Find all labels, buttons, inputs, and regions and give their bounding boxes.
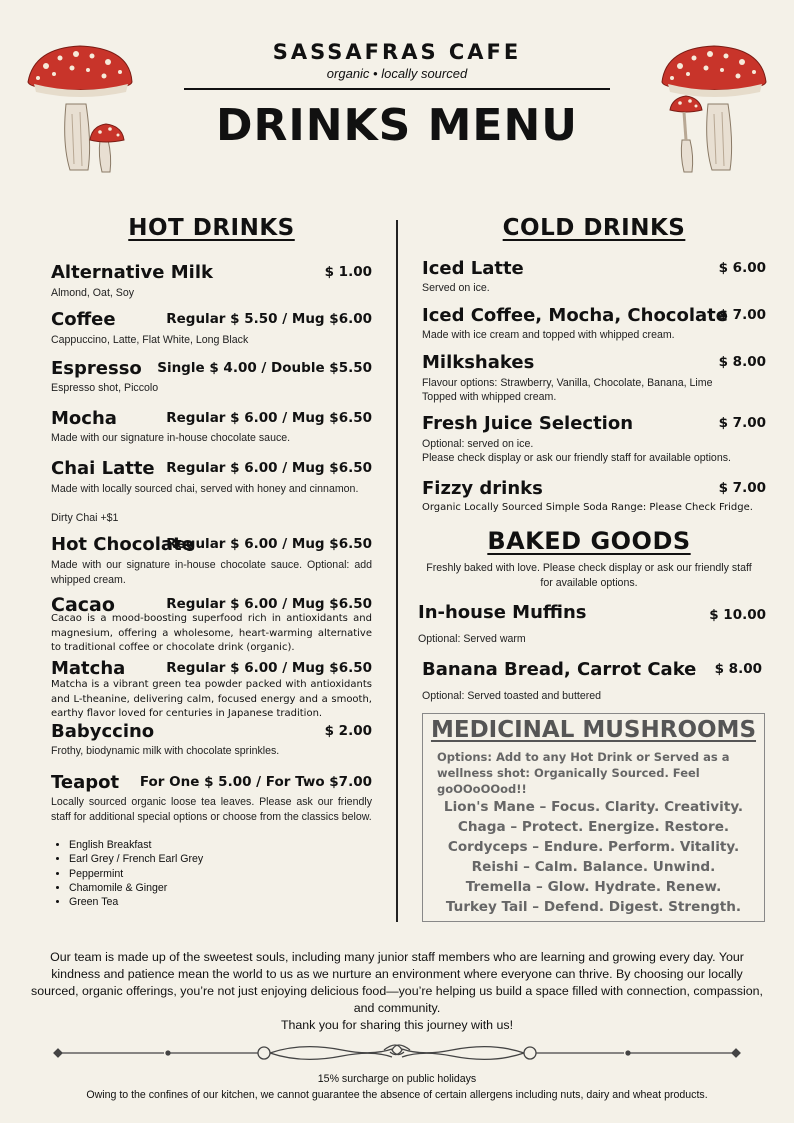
hot-drinks-heading: HOT DRINKS	[128, 215, 295, 241]
item-price: Regular $ 6.00 / Mug $6.50	[166, 410, 372, 426]
tea-option: • English Breakfast	[69, 838, 369, 852]
item-price: $ 8.00	[714, 661, 762, 677]
footer-thanks: Thank you for sharing this journey with us!	[280, 1018, 514, 1032]
item-name: Espresso	[51, 358, 142, 379]
footer-message	[30, 949, 764, 1034]
footer-paragraph: Our team is made up of the sweetest souls, including many junior staff members who are learning and growing every day. Your kindness and patience mean the world to us as we nurture an environment where everyone can thrive. By choosing our locally sourced, organic offerings, you’re not just enjoying delicious food—you’re helping us build a space filled with connection, compassion, and community.	[31, 950, 763, 1015]
menu-title: DRINKS MENU	[215, 100, 579, 151]
item-description: Matcha is a vibrant green tea powder packed with antioxidants and L-theanine, delivering calm, focused energy and a smooth, earthy flavor loved for centuries in Japanese tradition.	[51, 679, 372, 719]
item-description: Cacao is a mood-boosting superfood rich in antioxidants and magnesium, offering a wholesome, heart-warming alternative to traditional coffee or chocolate drink (organic).	[51, 613, 372, 653]
cafe-name: SASSAFRAS CAFE	[272, 40, 522, 64]
cafe-tagline: organic • locally sourced	[326, 66, 468, 81]
surcharge-notice: 15% surcharge on public holidays	[317, 1073, 477, 1085]
item-description: Made with our signature in-house chocolate sauce. Optional: add whipped cream.	[51, 559, 372, 586]
item-price: Regular $ 6.00 / Mug $6.50	[166, 536, 372, 552]
item-name: Matcha	[51, 658, 126, 679]
item-description: Almond, Oat, Soy	[51, 287, 135, 299]
mushroom-benefit: Turkey Tail – Defend. Digest. Strength.	[445, 899, 742, 915]
ornamental-divider	[52, 1042, 742, 1064]
item-price: $ 2.00	[324, 723, 372, 739]
item-price: Regular $ 6.00 / Mug $6.50	[166, 460, 372, 476]
baked-goods-intro: Freshly baked with love. Please check display or ask our friendly staff for available options.	[426, 562, 752, 589]
header-divider	[184, 88, 610, 90]
item-description: Locally sourced organic loose tea leaves. Please ask our friendly staff for additional special options or choose from the classics below.	[51, 796, 372, 823]
item-note: Topped with whipped cream.	[422, 391, 557, 403]
item-price: Regular $ 6.00 / Mug $6.50	[166, 596, 372, 612]
item-name: Hot Chocolate	[51, 534, 194, 555]
item-description: Optional: Served warm	[418, 633, 526, 645]
item-description: Made with our signature in-house chocolate sauce.	[51, 432, 291, 444]
item-name: Alternative Milk	[51, 262, 213, 283]
item-name: Iced Latte	[422, 258, 524, 279]
item-name: Fresh Juice Selection	[422, 413, 634, 434]
item-name: In-house Muffins	[418, 602, 587, 623]
item-description: Organic Locally Sourced Simple Soda Range: Please Check Fridge.	[422, 502, 753, 513]
item-price: $ 7.00	[718, 480, 766, 496]
item-note: Dirty Chai +$1	[51, 512, 119, 524]
item-price: $ 10.00	[709, 607, 766, 623]
item-name: Iced Coffee, Mocha, Chocolate	[422, 305, 728, 326]
mushroom-benefit: Reishi – Calm. Balance. Unwind.	[471, 859, 716, 875]
mushroom-benefit: Cordyceps – Endure. Perform. Vitality.	[447, 839, 740, 855]
item-description: Served on ice.	[422, 282, 490, 294]
item-price: Regular $ 6.00 / Mug $6.50	[166, 660, 372, 676]
tea-option: • Earl Grey / French Earl Grey	[69, 852, 369, 866]
mushroom-benefit: Chaga – Protect. Energize. Restore.	[457, 819, 730, 835]
item-description: Cappuccino, Latte, Flat White, Long Black	[51, 334, 249, 346]
cold-drinks-heading: COLD DRINKS	[502, 215, 686, 241]
item-description: Optional: served on ice.	[422, 438, 534, 450]
tea-option: • Green Tea	[69, 895, 369, 909]
item-description: Made with ice cream and topped with whipped cream.	[422, 329, 675, 341]
medicinal-mushrooms-heading: MEDICINAL MUSHROOMS	[430, 717, 757, 743]
mushroom-benefit: Tremella – Glow. Hydrate. Renew.	[465, 879, 722, 895]
item-price: $ 8.00	[718, 354, 766, 370]
mushroom-benefit: Lion's Mane – Focus. Clarity. Creativity.	[443, 799, 744, 815]
tea-list	[51, 838, 369, 909]
tea-option: • Peppermint	[69, 867, 369, 881]
item-description: Optional: Served toasted and buttered	[422, 690, 602, 702]
item-note: Please check display or ask our friendly staff for available options.	[422, 452, 731, 464]
item-description: Espresso shot, Piccolo	[51, 382, 159, 394]
baked-goods-heading: BAKED GOODS	[487, 527, 691, 555]
item-price: $ 6.00	[718, 260, 766, 276]
medicinal-mushrooms-box	[422, 713, 765, 922]
medicinal-mushrooms-list	[423, 797, 764, 917]
item-name: Cacao	[51, 594, 115, 616]
item-price: $ 1.00	[324, 264, 372, 280]
column-divider	[396, 220, 398, 922]
tea-option: • Chamomile & Ginger	[69, 881, 369, 895]
item-name: Babyccino	[51, 721, 155, 742]
item-name: Chai Latte	[51, 458, 155, 479]
item-description: Flavour options: Strawberry, Vanilla, Chocolate, Banana, Lime	[422, 377, 713, 389]
item-name: Teapot	[51, 772, 120, 793]
item-name: Banana Bread, Carrot Cake	[422, 659, 697, 680]
item-price: For One $ 5.00 / For Two $7.00	[139, 774, 372, 790]
item-name: Milkshakes	[422, 352, 535, 373]
item-price: Regular $ 5.50 / Mug $6.00	[166, 311, 372, 327]
item-description: Frothy, biodynamic milk with chocolate sprinkles.	[51, 745, 280, 757]
item-price: Single $ 4.00 / Double $5.50	[157, 360, 372, 376]
item-price: $ 7.00	[718, 307, 766, 323]
allergen-notice: Owing to the confines of our kitchen, we cannot guarantee the absence of certain allergens including nuts, dairy and wheat products.	[86, 1089, 708, 1101]
item-name: Coffee	[51, 309, 116, 330]
medicinal-mushrooms-options: Options: Add to any Hot Drink or Served as a wellness shot: Organically Sourced. Feel goOOoOOod!!	[437, 750, 730, 796]
item-name: Fizzy drinks	[422, 478, 543, 499]
item-price: $ 7.00	[718, 415, 766, 431]
item-name: Mocha	[51, 408, 117, 429]
item-description: Made with locally sourced chai, served with honey and cinnamon.	[51, 483, 359, 495]
